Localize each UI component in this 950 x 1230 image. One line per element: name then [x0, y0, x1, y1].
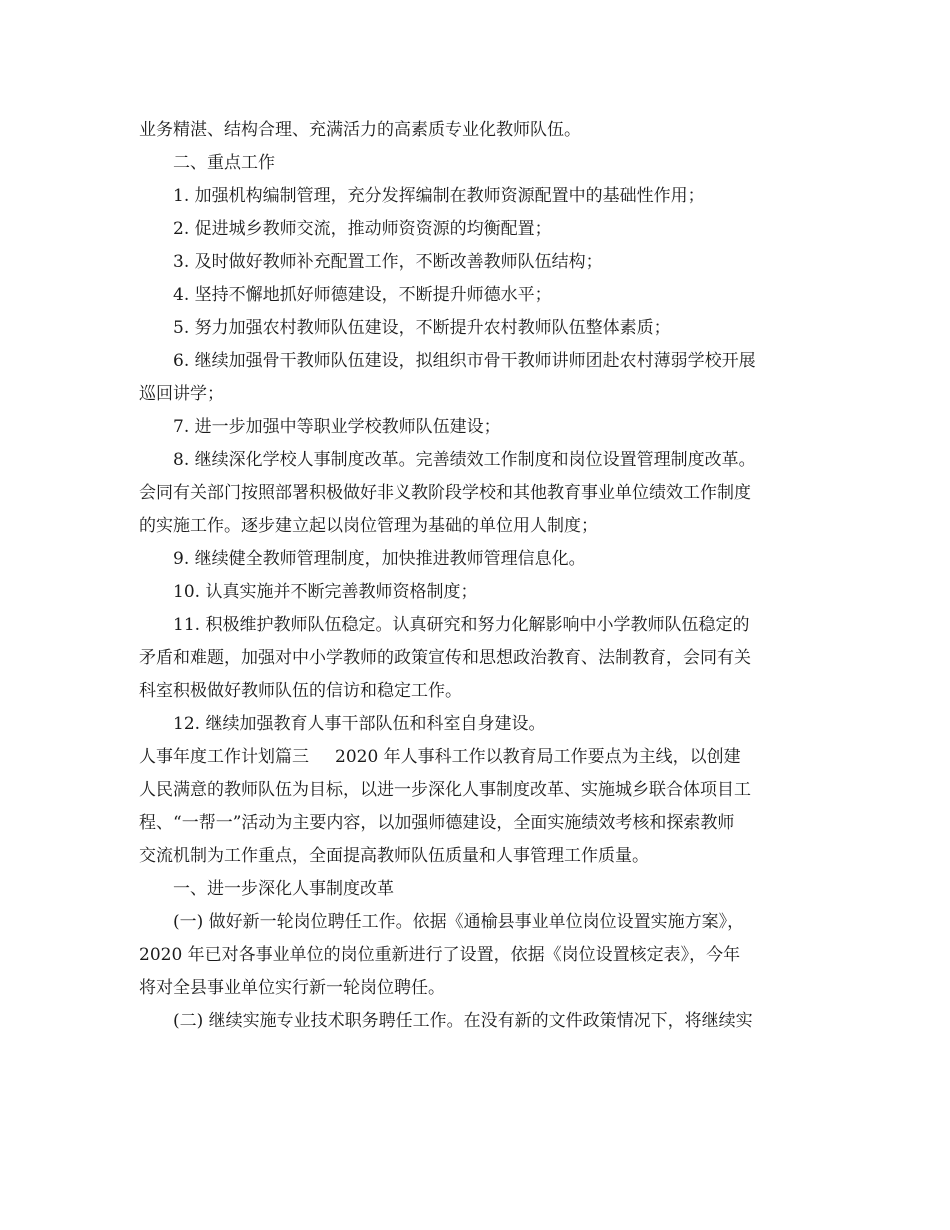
paragraph-line: 交流机制为工作重点，全面提高教师队伍质量和人事管理工作质量。 — [139, 846, 649, 866]
paragraph-line: 科室积极做好教师队伍的信访和稳定工作。 — [139, 681, 462, 701]
list-item: 1. 加强机构编制管理，充分发挥编制在教师资源配置中的基础性作用； — [173, 186, 705, 206]
list-item: 9. 继续健全教师管理制度，加快推进教师管理信息化。 — [173, 549, 586, 569]
section-heading: 二、重点工作 — [173, 153, 275, 173]
list-item: 4. 坚持不懈地抓好师德建设，不断提升师德水平； — [173, 285, 552, 305]
list-item: 12. 继续加强教育人事干部队伍和科室自身建设。 — [173, 714, 546, 734]
document-body — [139, 114, 829, 1038]
paragraph-line: 2020 年已对各事业单位的岗位重新进行了设置，依据《岗位设置核定表》，今年 — [139, 945, 741, 965]
paragraph-text: 2020 年人事科工作以教育局工作要点为主线，以创建 — [335, 747, 741, 767]
paragraph-line: (一) 做好新一轮岗位聘任工作。依据《通榆县事业单位岗位设置实施方案》， — [173, 912, 745, 932]
paragraph-line: 的实施工作。逐步建立起以岗位管理为基础的单位用人制度； — [139, 516, 598, 536]
paragraph-line: 巡回讲学； — [139, 384, 224, 404]
list-item: 3. 及时做好教师补充配置工作，不断改善教师队伍结构； — [173, 252, 603, 272]
paragraph-line: 人民满意的教师队伍为目标，以进一步深化人事制度改革、实施城乡联合体项目工 — [139, 780, 751, 800]
list-item: 6. 继续加强骨干教师队伍建设，拟组织市骨干教师讲师团赴农村薄弱学校开展 — [173, 351, 756, 371]
article-title: 人事年度工作计划篇三 — [139, 747, 309, 767]
list-item: 10. 认真实施并不断完善教师资格制度； — [173, 582, 478, 602]
paragraph-line: 将对全县事业单位实行新一轮岗位聘任。 — [139, 978, 445, 998]
paragraph-line: (二) 继续实施专业技术职务聘任工作。在没有新的文件政策情况下，将继续实 — [173, 1011, 753, 1031]
list-item: 7. 进一步加强中等职业学校教师队伍建设； — [173, 417, 501, 437]
paragraph-line: 业务精湛、结构合理、充满活力的高素质专业化教师队伍。 — [139, 120, 581, 140]
list-item: 2. 促进城乡教师交流，推动师资资源的均衡配置； — [173, 219, 552, 239]
list-item: 11. 积极维护教师队伍稳定。认真研究和努力化解影响中小学教师队伍稳定的 — [173, 615, 750, 635]
list-item: 8. 继续深化学校人事制度改革。完善绩效工作制度和岗位设置管理制度改革。 — [173, 450, 756, 470]
paragraph-line: 程、“一帮一”活动为主要内容，以加强师德建设，全面实施绩效考核和探索教师 — [139, 813, 735, 833]
heading-line — [139, 741, 829, 774]
paragraph-line: 会同有关部门按照部署积极做好非义教阶段学校和其他教育事业单位绩效工作制度 — [139, 483, 751, 503]
paragraph-line: 矛盾和难题，加强对中小学教师的政策宣传和思想政治教育、法制教育，会同有关 — [139, 648, 751, 668]
section-heading: 一、进一步深化人事制度改革 — [173, 879, 394, 899]
list-item: 5. 努力加强农村教师队伍建设，不断提升农村教师队伍整体素质； — [173, 318, 671, 338]
